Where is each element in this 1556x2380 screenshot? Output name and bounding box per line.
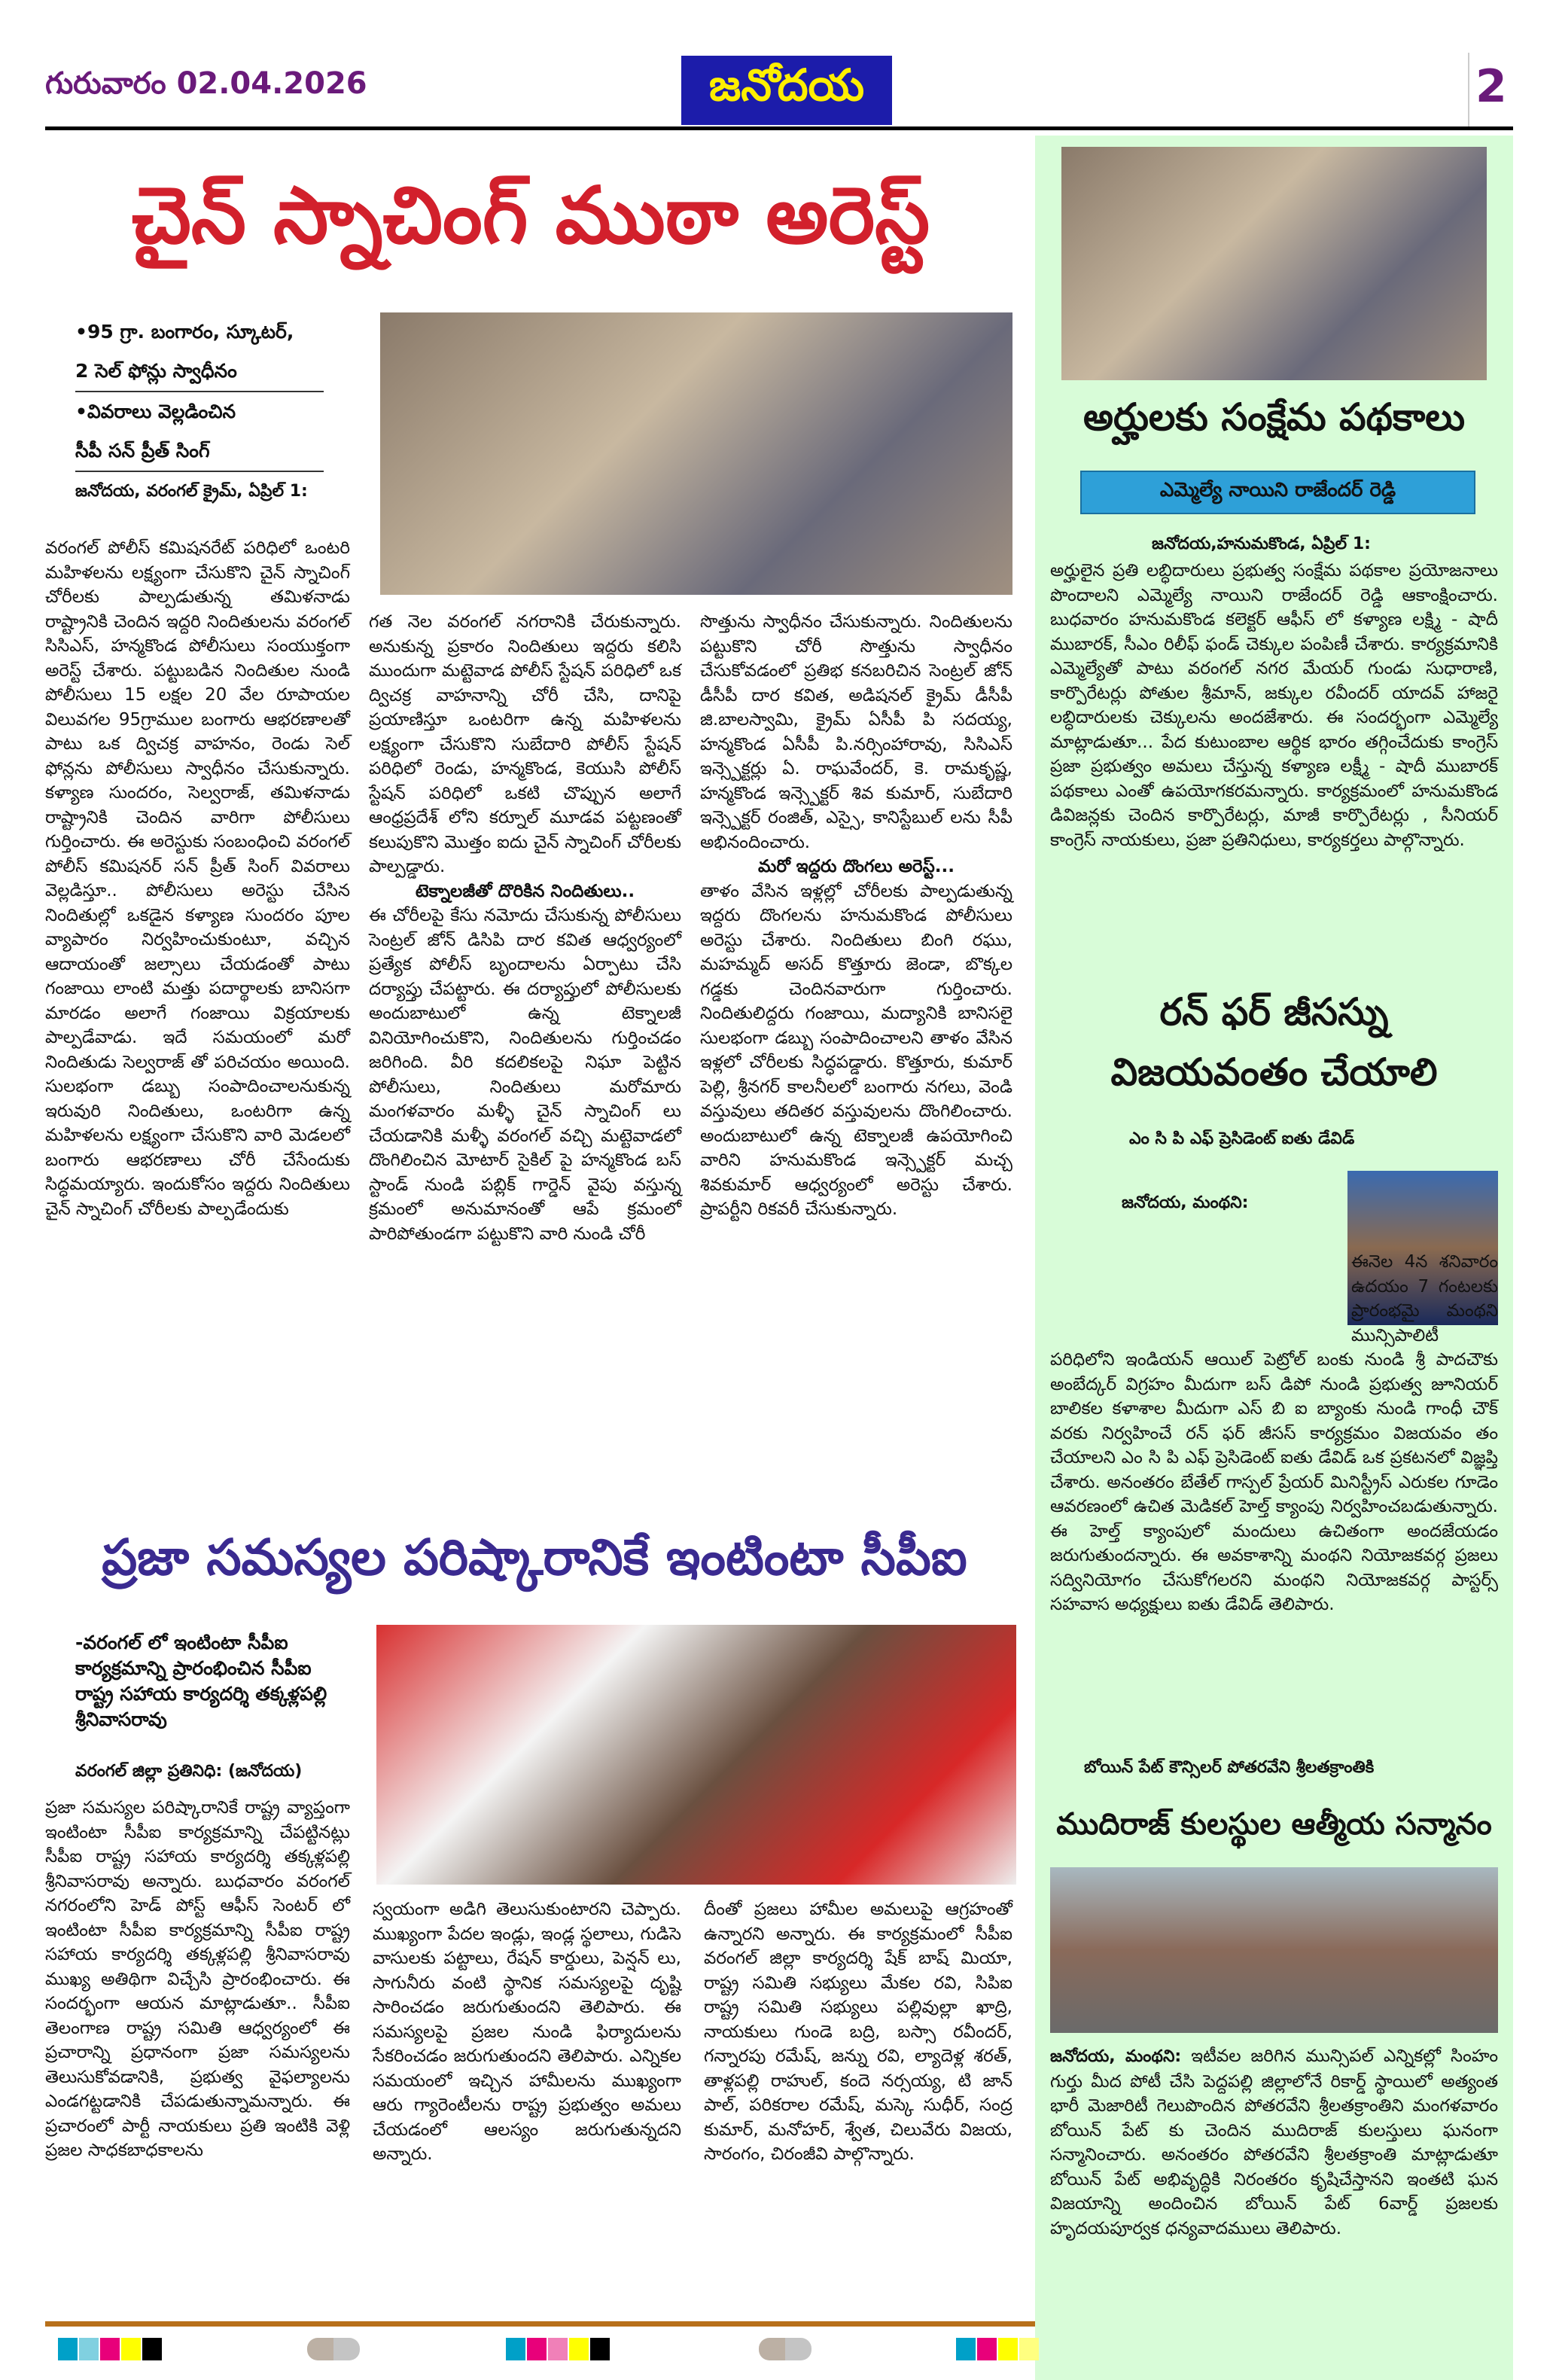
sidebar-story2-body	[1050, 1250, 1498, 1617]
sidebar-story3-body-text: ఇటీవల జరిగిన మున్సిపల్ ఎన్నికల్లో సింహం గుర్తు మీద పోటీ చేసి పెద్దపల్లి జిల్లాలోనే రికార్డ్ స్థాయిలో అత్యంత భారీ మెజారిటీ గెలుపొందిన పోతరవేని శ్రీలతక్రాంతిని మంగళవారం బోయిన్ పేట్ కు చెందిన ముదిరాజ్ కులస్తులు ఘనంగా సన్మానించారు. అనంతరం పోతరవేని శ్రీలతక్రాంతి మాట్లాడుతూ బోయిన్ పేట్ అభివృద్ధికి నిరంతరం కృషిచేస్తానని ఇంతటి ఘన విజయాన్ని అందించిన బోయిన్ పేట్ 6వార్డ్ ప్రజలకు హృదయపూర్వక ధన్యవాదములు తెలిపారు.	[1050, 2046, 1498, 2238]
sidebar-story3-kicker: బోయిన్ పేట్ కౌన్సిలర్ పోతరవేని శ్రీలతక్రాంతికి	[1084, 1758, 1375, 1777]
masthead-rule	[45, 126, 1513, 130]
article1-dateline: జనోదయ, వరంగల్ క్రైమ్, ఏప్రిల్ 1:	[75, 482, 308, 501]
sidebar-story3-body	[1050, 2044, 1498, 2241]
color-registration-bar	[58, 2338, 162, 2360]
article2-dateline: వరంగల్ జిల్లా ప్రతినిధి: (జనోదయ)	[75, 1762, 303, 1781]
issue-date: గురువారం 02.04.2026	[45, 66, 367, 101]
sidebar-story2-headline-2: విజయవంతం చేయాలి	[1110, 1050, 1438, 1094]
sidebar-story2-subheading: ఎం సి పి ఎఫ్ ప్రెసిడెంట్ ఐతు డేవిడ్	[1129, 1129, 1355, 1148]
color-registration-bar	[506, 2338, 610, 2360]
felicitation-photo	[1050, 1867, 1498, 2033]
article1-col2-text: గత నెల వరంగల్ నగరానికి చేరుకున్నారు. అనుకున్న ప్రకారం నిందితులు ఇద్దరు కలిసి ముందుగా మట్టెవాడ పోలీస్ స్టేషన్ పరిధిలో ఒక ద్విచక్ర వాహనాన్ని చోరీ చేసి, దానిపై ప్రయాణిస్తూ ఒంటరిగా ఉన్న మహిళలను లక్ష్యంగా చేసుకొని సుబేదారి పోలీస్ స్టేషన్ పరిధిలో రెండు, హన్మకొండ, కెయుసి పోలీస్ స్టేషన్ పరిధిలో ఒకటి చొప్పున అలాగే ఆంధ్రప్రదేశ్ లోని కర్నూల్ మూడవ పట్టణంతో కలుపుకొని మొత్తం ఐదు చైన్ స్నాచింగ్ చోరీలకు పాల్పడ్డారు.	[369, 612, 681, 876]
article1-subhead: టెక్నాలజీతో దొరికిన నిందితులు..	[415, 881, 635, 901]
highlight: సీపీ సన్ ప్రీత్ సింగ్	[75, 431, 324, 472]
article1-subhead2: మరో ఇద్దరు దొంగలు అరెస్ట్...	[758, 857, 955, 876]
sidebar-story1-subheading: ఎమ్మెల్యే నాయిని రాజేందర్ రెడ్డి	[1080, 471, 1475, 514]
highlight: 2 సెల్ ఫోన్లు స్వాధీనం	[75, 352, 324, 392]
article1-col1: వరంగల్ పోలీస్ కమిషనరేట్ పరిధిలో ఒంటరి మహిళలను లక్ష్యంగా చేసుకొని చైన్ స్నాచింగ్ చోరీలకు పాల్పడుతున్న తమిళనాడు రాష్ట్రానికి చెందిన ఇద్దరి నిందితులను వరంగల్ సిసిఎస్, హన్మకొండ పోలీసులు సంయుక్తంగా అరెస్ట్ చేశారు. పట్టుబడిన నిందితుల నుండి పోలీసులు 15 లక్షల 20 వేల రూపాయల విలువగల 95గ్రాముల బంగారు ఆభరణాలతో పాటు ఒక ద్విచక్ర వాహనం, రెండు సెల్ ఫోన్లను పోలీసులు స్వాధీనం చేసుకున్నారు. కళ్యాణ సుందరం, సెల్వరాజ్, తమిళనాడు రాష్ట్రానికి చెందిన వారిగా పోలీసులు గుర్తించారు. ఈ అరెస్టుకు సంబంధించి వరంగల్ పోలీస్ కమిషనర్ సన్ ప్రీత్ సింగ్ వివరాలు వెల్లడిస్తూ.. పోలీసులు అరెస్టు చేసిన నిందితుల్లో ఒకడైన కళ్యాణ సుందరం పూల వ్యాపారం నిర్వహించుకుంటూ, వచ్చిన ఆదాయంతో జల్సాలు చేయడంతో పాటు గంజాయి లాంటి మత్తు పదార్థాలకు బానిసగా మారడం అలాగే గంజాయి విక్రయాలకు పాల్పడేవాడు. ఇదే సమయంలో మరో నిందితుడు సెల్వరాజ్ తో పరిచయం అయింది. సులభంగా డబ్బు సంపాదించాలనుకున్న ఇరువురి నిందితులు, ఒంటరిగా ఉన్న మహిళలను లక్ష్యంగా చేసుకొని వారి మెడలలో బంగారు ఆభరణాలు చోరీ చేసేందుకు సిద్ధమయ్యారు. ఇందుకోసం ఇద్దరు నిందితులు చైన్ స్నాచింగ్ చోరీలకు పాల్పడేందుకు	[45, 538, 350, 1219]
highlight: •95 గ్రా. బంగారం, స్కూటర్,	[75, 321, 294, 343]
newspaper-logo: జనోదయ	[681, 56, 892, 125]
sidebar-story2-dateline: జనోదయ, మంథని:	[1122, 1193, 1249, 1212]
sidebar-story3-dateline: జనోదయ, మంథని:	[1050, 2047, 1182, 2066]
highlight: •వివరాలు వెల్లడించిన	[75, 401, 236, 422]
article2-col3: దీంతో ప్రజలు హామీల అమలుపై ఆగ్రహంతో ఉన్నారని అన్నారు. ఈ కార్యక్రమంలో సీపీఐ వరంగల్ జిల్లా కార్యదర్శి షేక్ బాష్ మియా, రాష్ట్ర సమితి సభ్యులు మేకల రవి, సిపిఐ రాష్ట్ర సమితి సభ్యులు పల్లివుల్లా ఖాద్రి, నాయకులు గుండె బద్రి, బస్సా రవీందర్, గన్నారపు రమేష్, జన్ను రవి, ల్యాదెళ్ల శరత్, తాళ్లపల్లి రాహుల్, కందె నర్సయ్య, టి జాన్ పాల్, పరికరాల రమేష్, మస్కె సుధీర్, సంద్ర కుమార్, మనోహర్, శ్వేత, చిలువేరు విజయ, సారంగం, చిరంజీవి పాల్గొన్నారు.	[704, 1900, 1012, 2164]
article1-col3	[700, 610, 1012, 1222]
cheque-distribution-photo	[1061, 147, 1487, 380]
article2-col1: ప్రజా సమస్యల పరిష్కారానికే రాష్ట్ర వ్యాప్తంగా ఇంటింటా సీపీఐ కార్యక్రమాన్ని చేపట్టినట్లు సీపీఐ రాష్ట్ర సహాయ కార్యదర్శి తక్కళ్లపల్లి శ్రీనివాసరావు అన్నారు. బుధవారం వరంగల్ నగరంలోని హెడ్ పోస్ట్ ఆఫీస్ సెంటర్ లో ఇంటింటా సీపీఐ కార్యక్రమాన్ని సీపీఐ రాష్ట్ర సహాయ కార్యదర్శి తక్కళ్లపల్లి శ్రీనివాసరావు ముఖ్య అతిథిగా విచ్చేసి ప్రారంభించారు. ఈ సందర్భంగా ఆయన మాట్లాడుతూ.. సీపీఐ తెలంగాణ రాష్ట్ర సమితి ఆధ్వర్యంలో ఈ ప్రచారాన్ని ప్రధానంగా ప్రజా సమస్యలను తెలుసుకోవడానికి, ప్రభుత్వ వైఫల్యాలను ఎండగట్టడానికి చేపడుతున్నామన్నారు. ఈ ప్రచారంలో పార్టీ నాయకులు ప్రతి ఇంటికి వెళ్లి ప్రజల సాధకబాధకాలను	[45, 1798, 350, 2160]
sidebar-story3-headline: ముదిరాజ్ కులస్థుల ఆత్మీయ సన్మానం	[1056, 1807, 1492, 1842]
cpi-event-photo	[376, 1625, 1016, 1885]
article2-col2: స్వయంగా అడిగి తెలుసుకుంటారని చెప్పారు. ముఖ్యంగా పేదల ఇండ్లు, ఇండ్ల స్థలాలు, గుడిసె వాసులకు పట్టాలు, రేషన్ కార్డులు, పెన్షన్ లు, సాగునీరు వంటి స్థానిక సమస్యలపై దృష్టి సారించడం జరుగుతుందని తెలిపారు. ఈ సమస్యలపై ప్రజల నుండి ఫిర్యాదులను సేకరించడం జరుగుతుందని తెలిపారు. ఎన్నికల సమయంలో ఇచ్చిన హామీలను ముఖ్యంగా ఆరు గ్యారెంటీలను రాష్ట్ర ప్రభుత్వం అమలు చేయడంలో ఆలస్యం జరుగుతున్నదని అన్నారు.	[373, 1900, 681, 2164]
article1-col2	[369, 610, 681, 1246]
article1-headline: చైన్ స్నాచింగ్ ముఠా అరెస్ట్	[131, 169, 930, 261]
article2-headline: ప్రజా సమస్యల పరిష్కారానికే ఇంటింటా సీపీఐ	[102, 1528, 967, 1586]
divider	[1468, 53, 1469, 128]
sidebar-story2-body-text: ఈనెల 4న శనివారం ఉదయం 7 గంటలకు ప్రారంభమై మంథని మున్సిపాలిటీ పరిధిలోని ఇండియన్ ఆయిల్ పెట్రోల్ బంకు నుండి శ్రీ పాదచౌకు అంబేద్కర్ విగ్రహం మీదుగా బస్ డిపో నుండి ప్రభుత్వ జూనియర్ బాలికల కళాశాల మీదుగా ఎస్ బి ఐ బ్యాంకు నుండి గాంధీ చౌక్ వరకు నిర్వహించే రన్ ఫర్ జీసస్ కార్యక్రమం విజయవం తం చేయాలని ఎం సి పి ఎఫ్ ప్రెసిడెంట్ ఐతు డేవిడ్ ఒక ప్రకటనలో విజ్ఞప్తి చేశారు. అనంతరం బేతేల్ గాస్పల్ ప్రేయర్ మినిస్ట్రీస్ ఎరుకల గూడెం ఆవరణంలో ఉచిత మెడికల్ హెల్త్ క్యాంపు నిర్వహించబడుతున్నారు. ఈ హెల్త్ క్యాంపులో మందులు ఉచితంగా అందజేయడం జరుగుతుందన్నారు. ఈ అవకాశాన్ని మంథని నియోజకవర్గ ప్రజలు సద్వినియోగం చేసుకోగలరని మంథని నియోజకవర్గ పాస్టర్స్ సహవాస అధ్యక్షులు ఐతు డేవిడ్ తెలిపారు.	[1050, 1252, 1498, 1614]
police-press-photo	[380, 312, 1012, 595]
article2-subheading: -వరంగల్ లో ఇంటింటా సీపీఐ కార్యక్రమాన్ని ప్రారంభించిన సీపీఐ రాష్ట్ర సహాయ కార్యదర్శి తక్కళ్లపల్లి శ్రీనివాసరావు	[75, 1632, 327, 1730]
spacer	[1050, 1250, 1351, 1325]
sidebar-story1-body: అర్హులైన ప్రతి లబ్ధిదారులు ప్రభుత్వ సంక్షేమ పథకాల ప్రయోజనాలు పొందాలని ఎమ్మెల్యే నాయిని రాజేందర్ రెడ్డి ఆకాంక్షించారు. బుధవారం హనుమకొండ కలెక్టర్ ఆఫీస్ లో కళ్యాణ లక్ష్మి - షాదీ ముబారక్, సీఎం రిలీఫ్ ఫండ్ చెక్కుల పంపిణీ చేశారు. కార్యక్రమానికి ఎమ్మెల్యేతో పాటు వరంగల్ నగర మేయర్ గుండు సుధారాణి, కార్పొరేటర్లు పోతుల శ్రీమాన్, జక్కుల రవీందర్ యాదవ్ హాజరై లబ్ధిదారులకు చెక్కులను అందజేశారు. ఈ సందర్భంగా ఎమ్మెల్యే మాట్లాడుతూ... పేద కుటుంబాల ఆర్థిక భారం తగ్గించేదుకు కాంగ్రెస్ ప్రజా ప్రభుత్వం అమలు చేస్తున్న కళ్యాణ లక్ష్మీ - షాదీ ముబారక్ పథకాలు ఎంతో ఉపయోగకరమన్నారు. కార్యక్రమంలో హనుమకొండ డివిజన్లకు చెందిన కార్పొరేటర్లు, మాజీ కార్పొరేటర్లు , సీనియర్ కాంగ్రెస్ నాయకులు, ప్రజా ప్రతినిధులు, కార్యకర్తలు పాల్గొన్నారు.	[1050, 561, 1498, 850]
sidebar-story1-dateline: జనోదయ,హనుమకొండ, ఏప్రిల్ 1:	[1152, 535, 1371, 553]
page-number: 2	[1475, 60, 1507, 113]
article1-col2-text2: ఈ చోరీలపై కేసు నమోదు చేసుకున్న పోలీసులు సెంట్రల్ జోన్ డిసిపి దార కవిత ఆధ్వర్యంలో ప్రత్యేక పోలీస్ బృందాలను ఏర్పాటు చేసి దర్యాప్తు చేపట్టారు. ఈ దర్యాప్తులో పోలీసులకు అందుబాటులో ఉన్న టెక్నాలజీ వినియోగించుకొని, నిందితులను గుర్తించడం జరిగింది. వీరి కదలికలపై నిఘా పెట్టిన పోలీసులు, నిందితులు మరోమారు మంగళవారం మళ్ళీ చైన్ స్నాచింగ్ లు చేయడానికి మళ్ళీ వరంగల్ వచ్చి మట్టెవాడలో దొంగిలించిన మోటార్ సైకిల్ పై హన్మకొండ బస్ స్టాండ్ నుండి పబ్లిక్ గార్డెన్ వైపు వస్తున్న క్రమంలో అనుమానంతో ఆపే క్రమంలో పారిపోతుండగా పట్టుకొని వారి నుండి చోరీ	[369, 906, 681, 1244]
sidebar-story1-headline: అర్హులకు సంక్షేమ పథకాలు	[1083, 395, 1465, 439]
article1-col3-text: సొత్తును స్వాధీనం చేసుకున్నారు. నిందితులను పట్టుకొని చోరీ సొత్తును స్వాధీనం చేసుకోవడంలో ప్రతిభ కనబరిచిన సెంట్రల్ జోన్ డీసీపీ దార కవిత, అడిషనల్ క్రైమ్ డీసీపీ జి.బాలస్వామి, క్రైమ్ ఏసీపీ పి సదయ్య, హన్మకొండ ఏసీపీ పి.నర్సింహారావు, సిసిఎస్ ఇన్స్పెక్టర్లు ఏ. రాఘవేందర్, కె. రామకృష్ణ, హన్మకొండ ఇన్స్పెక్టర్ శివ కుమార్, సుబేదారి ఇన్స్పెక్టర్ రంజిత్, ఎస్సై, కానిస్టేబుల్ లను సీపీ అభినందించారు.	[700, 612, 1012, 852]
registration-mark	[759, 2338, 811, 2360]
registration-mark	[307, 2338, 360, 2360]
color-registration-bar	[956, 2338, 1039, 2360]
sidebar-story2-headline-1: రన్ ఫర్ జీసస్ను	[1159, 990, 1389, 1034]
article1-col3-text2: తాళం వేసిన ఇళ్లల్లో చోరీలకు పాల్పడుతున్న ఇద్దరు దొంగలను హనుమకొండ పోలీసులు అరెస్టు చేశారు. నిందితులు బింగి రఘు, మహమ్మద్ అసద్ కొత్తూరు జెండా, బొక్కల గడ్డకు చెందినవారుగా గుర్తించారు. నిందితులిద్దరు గంజాయి, మద్యానికి బానిసలై సులభంగా డబ్బు సంపాదించాలని తాళం వేసిన ఇళ్లలో చోరీలకు సిద్ధపడ్డారు. కొత్తూరు, కుమార్ పెల్లి, శ్రీనగర్ కాలనీలలో బంగారు నగలు, వెండి వస్తువులు తదితర వస్తువులను దొంగిలించారు. అందుబాటులో ఉన్న టెక్నాలజీ ఉపయోగించి వారిని హనుమకొండ ఇన్స్పెక్టర్ మచ్చ శివకుమార్ ఆధ్వర్యంలో అరెస్టు చేశారు. ప్రాపర్టీని రికవరీ చేసుకున్నారు.	[700, 881, 1012, 1219]
footer-rule	[45, 2321, 1035, 2327]
article1-highlights	[75, 312, 324, 472]
